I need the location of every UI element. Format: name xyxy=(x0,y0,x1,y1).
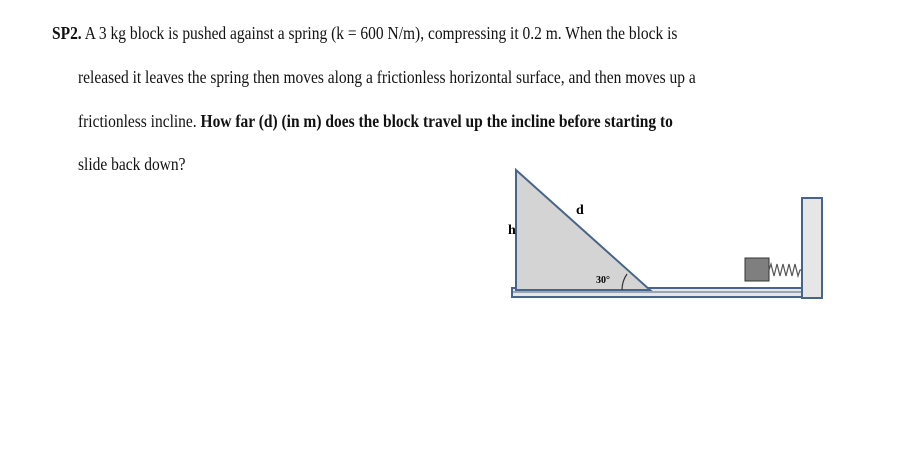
problem-text-1: A 3 kg block is pushed against a spring (k = 600 N/m), compressing it 0.2 m. When the block is xyxy=(84,23,678,43)
label-d: d xyxy=(576,203,584,218)
physics-diagram xyxy=(500,162,830,307)
problem-question: How far (d) (in m) does the block travel up the incline before starting to xyxy=(200,111,673,131)
block xyxy=(745,258,769,281)
problem-line-3 xyxy=(78,110,673,132)
spring xyxy=(769,264,802,276)
problem-text-3: frictionless incline. xyxy=(78,111,197,131)
diagram-svg xyxy=(500,162,830,307)
label-angle: 30° xyxy=(596,275,610,286)
problem-line-1 xyxy=(52,22,677,44)
problem-line-2: released it leaves the spring then moves along a frictionless horizontal surface, and then moves up a xyxy=(78,67,696,87)
problem-number: SP2. xyxy=(52,23,82,43)
problem-line-4: slide back down? xyxy=(78,154,186,174)
incline-triangle xyxy=(516,170,650,290)
label-h: h xyxy=(508,223,516,238)
wall xyxy=(802,198,822,298)
